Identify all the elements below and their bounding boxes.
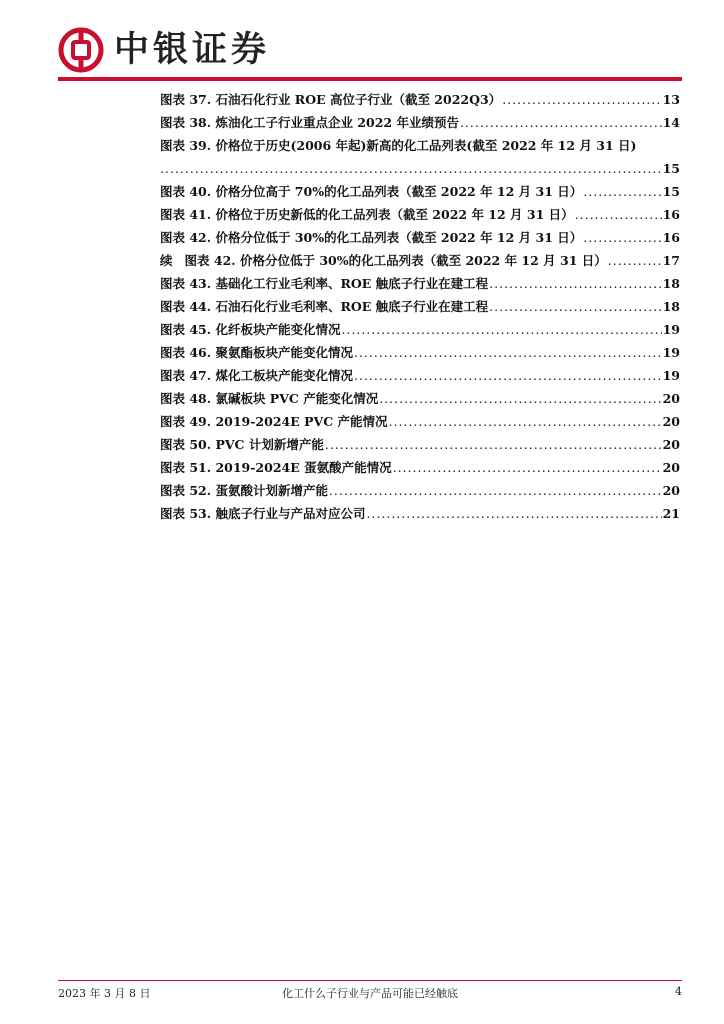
toc-entry-page: 18 bbox=[662, 299, 680, 314]
toc-entry[interactable] bbox=[160, 341, 680, 364]
toc-entry-page: 19 bbox=[662, 322, 680, 337]
toc-entry-label: 图表 48. 氯碱板块 PVC 产能变化情况 bbox=[160, 391, 379, 406]
toc-entry-prefix: 续 bbox=[160, 253, 173, 268]
toc-entry[interactable] bbox=[160, 387, 680, 410]
toc-entry-page: 15 bbox=[662, 161, 680, 176]
toc-entry-label: 图表 42. 价格分位低于 30%的化工品列表（截至 2022 年 12 月 31 日） bbox=[160, 230, 583, 245]
toc-entry[interactable] bbox=[160, 157, 680, 180]
toc-entry-label: 图表 40. 价格分位高于 70%的化工品列表（截至 2022 年 12 月 31 日） bbox=[160, 184, 583, 199]
toc-entry[interactable] bbox=[160, 111, 680, 134]
toc-entry[interactable] bbox=[160, 226, 680, 249]
footer-page-number: 4 bbox=[675, 985, 682, 998]
toc-entry[interactable] bbox=[160, 410, 680, 433]
bank-of-china-logo-icon bbox=[58, 27, 104, 73]
toc-entry[interactable] bbox=[160, 88, 680, 111]
toc-leader-dots bbox=[341, 318, 661, 341]
toc-entry-label: 图表 53. 触底子行业与产品对应公司 bbox=[160, 506, 366, 521]
toc-entry[interactable] bbox=[160, 456, 680, 479]
toc-entry-page: 14 bbox=[662, 115, 680, 130]
toc-leader-dots bbox=[366, 502, 661, 525]
toc-entry-label: 图表 42. 价格分位低于 30%的化工品列表（截至 2022 年 12 月 31 日） bbox=[184, 253, 607, 268]
toc-entry[interactable] bbox=[160, 272, 680, 295]
toc-leader-dots bbox=[329, 479, 662, 502]
brand-name: 中银证券 bbox=[114, 30, 271, 70]
toc-entry-label: 图表 43. 基础化工行业毛利率、ROE 触底子行业在建工程 bbox=[160, 276, 489, 291]
toc-entry[interactable] bbox=[160, 134, 680, 157]
toc-leader-dots bbox=[393, 456, 662, 479]
toc-entry-label: 图表 49. 2019-2024E PVC 产能情况 bbox=[160, 414, 388, 429]
toc-entry-label: 图表 52. 蛋氨酸计划新增产能 bbox=[160, 483, 328, 498]
toc-entry-label: 图表 37. 石油石化行业 ROE 高位子行业（截至 2022Q3） bbox=[160, 92, 502, 107]
toc-leader-dots bbox=[354, 341, 662, 364]
toc-entry[interactable] bbox=[160, 295, 680, 318]
toc-entry[interactable] bbox=[160, 203, 680, 226]
toc-leader-dots bbox=[583, 180, 661, 203]
toc-entry-label: 图表 41. 价格位于历史新低的化工品列表（截至 2022 年 12 月 31 日） bbox=[160, 207, 574, 222]
page-footer bbox=[58, 985, 682, 1001]
toc-leader-dots bbox=[325, 433, 662, 456]
toc-entry[interactable] bbox=[160, 433, 680, 456]
toc-entry-label: 图表 47. 煤化工板块产能变化情况 bbox=[160, 368, 353, 383]
toc-entry-page: 20 bbox=[662, 437, 680, 452]
toc-entry[interactable] bbox=[160, 318, 680, 341]
toc-entry[interactable] bbox=[160, 180, 680, 203]
toc-leader-dots bbox=[583, 226, 661, 249]
toc-entry-page: 15 bbox=[662, 184, 680, 199]
toc-entry-page: 20 bbox=[662, 391, 680, 406]
toc-leader-dots bbox=[502, 88, 661, 111]
toc-entry[interactable] bbox=[160, 364, 680, 387]
toc-entry[interactable] bbox=[160, 479, 680, 502]
toc-leader-dots bbox=[160, 157, 662, 180]
toc-entry[interactable] bbox=[160, 249, 680, 272]
footer-date: 2023 年 3 月 8 日 bbox=[58, 987, 151, 1000]
toc-leader-dots bbox=[489, 295, 661, 318]
toc-entry-page: 20 bbox=[662, 460, 680, 475]
footer-report-title: 化工什么子行业与产品可能已经触底 bbox=[282, 987, 458, 1000]
page-header bbox=[58, 27, 682, 77]
toc-entry-page: 21 bbox=[662, 506, 680, 521]
toc-entry-page: 18 bbox=[662, 276, 680, 291]
toc-leader-dots bbox=[379, 387, 661, 410]
toc-entry-label: 图表 50. PVC 计划新增产能 bbox=[160, 437, 324, 452]
toc-entry-label: 图表 38. 炼油化工子行业重点企业 2022 年业绩预告 bbox=[160, 115, 459, 130]
toc-leader-dots bbox=[460, 111, 662, 134]
toc-entry-page: 16 bbox=[662, 207, 680, 222]
toc-entry-page: 19 bbox=[662, 345, 680, 360]
toc-entry[interactable] bbox=[160, 502, 680, 525]
toc-entry-page: 20 bbox=[662, 414, 680, 429]
toc-entry-label: 图表 46. 聚氨酯板块产能变化情况 bbox=[160, 345, 353, 360]
table-of-figures bbox=[160, 88, 680, 525]
toc-entry-label: 图表 51. 2019-2024E 蛋氨酸产能情况 bbox=[160, 460, 392, 475]
footer-divider bbox=[58, 980, 682, 981]
toc-entry-page: 20 bbox=[662, 483, 680, 498]
header-divider bbox=[58, 77, 682, 81]
toc-entry-page: 17 bbox=[662, 253, 680, 268]
toc-entry-label: 图表 39. 价格位于历史(2006 年起)新高的化工品列表(截至 2022 年 12 月 31 日) bbox=[160, 138, 637, 153]
toc-leader-dots bbox=[608, 249, 662, 272]
toc-leader-dots bbox=[575, 203, 662, 226]
toc-entry-label: 图表 45. 化纤板块产能变化情况 bbox=[160, 322, 341, 337]
toc-leader-dots bbox=[354, 364, 662, 387]
toc-entry-page: 19 bbox=[662, 368, 680, 383]
toc-entry-page: 16 bbox=[662, 230, 680, 245]
toc-leader-dots bbox=[389, 410, 662, 433]
toc-entry-page: 13 bbox=[662, 92, 680, 107]
toc-leader-dots bbox=[489, 272, 661, 295]
toc-entry-label: 图表 44. 石油石化行业毛利率、ROE 触底子行业在建工程 bbox=[160, 299, 489, 314]
